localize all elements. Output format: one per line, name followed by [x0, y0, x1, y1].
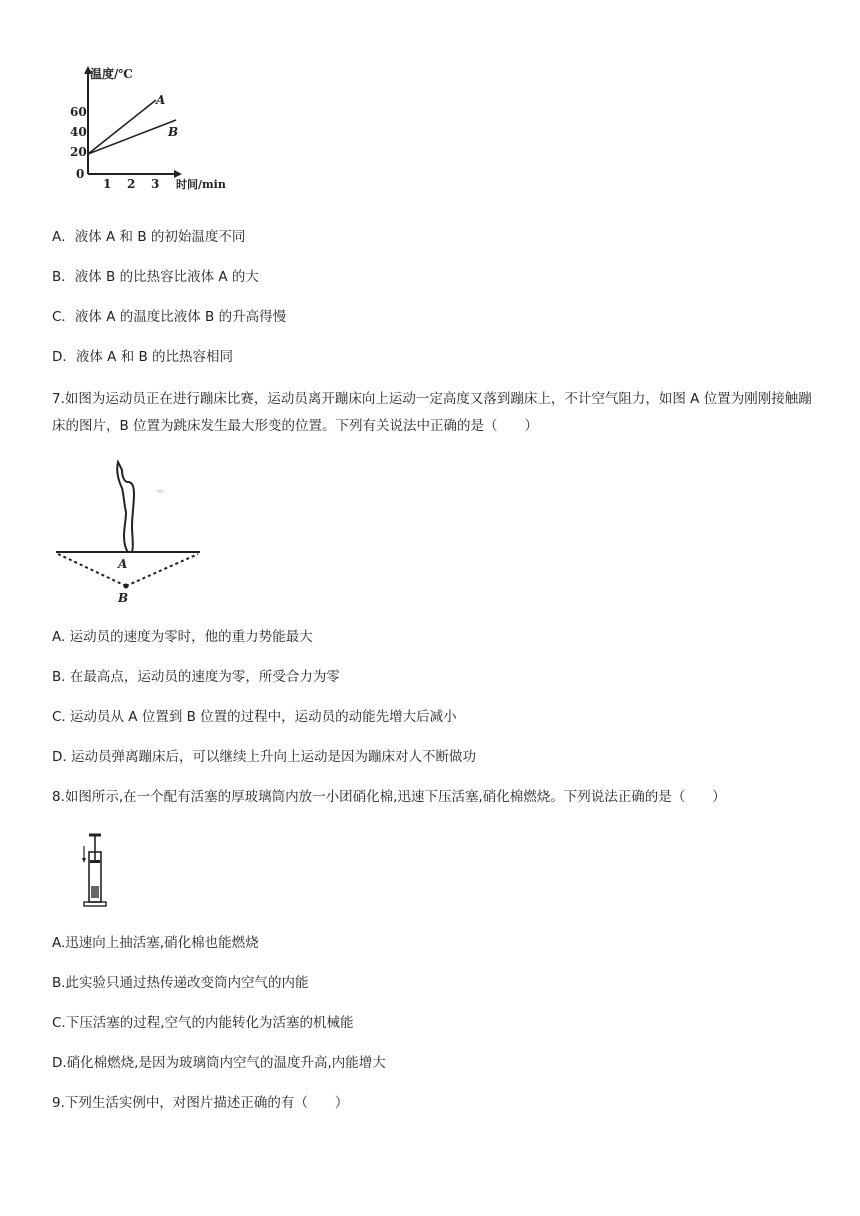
- deformed-right: [126, 554, 198, 586]
- q6-option-b: B．液体 B 的比热容比液体 A 的大: [52, 269, 259, 285]
- q8-option-a: A.迅速向上抽活塞,硝化棉也能燃烧: [52, 935, 259, 951]
- x-axis-arrow-icon: [174, 170, 182, 178]
- y-tick-0: 0: [76, 167, 85, 181]
- label-b: B: [118, 591, 129, 605]
- q7-option-b: B. 在最高点，运动员的速度为零，所受合力为零: [52, 669, 340, 685]
- label-a: A: [118, 557, 128, 571]
- line-b: [88, 120, 179, 154]
- deformed-left: [58, 554, 126, 586]
- q6-option-d: D．液体 A 和 B 的比热容相同: [52, 349, 234, 365]
- q7-stem: 7.如图为运动员正在进行蹦床比赛，运动员离开蹦床向上运动一定高度又落到蹦床上，不计空气阻力，如图 A 位置为刚刚接触蹦床的图片，B 位置为跳床发生最大形变的位置。下列有关说法中正确的是（ ）: [52, 391, 812, 434]
- q8-option-d: D.硝化棉燃烧,是因为玻璃筒内空气的温度升高,内能增大: [52, 1055, 386, 1071]
- y-tick-60: 60: [70, 105, 87, 119]
- point-b-dot: [124, 584, 129, 589]
- line-a: [88, 100, 156, 154]
- x-axis-label: 时间/min: [176, 178, 226, 191]
- faint-mark: ≈·: [156, 487, 167, 497]
- temperature-time-graph: [68, 64, 248, 194]
- q6-option-c: C．液体 A 的温度比液体 B 的升高得慢: [52, 309, 287, 325]
- y-tick-40: 40: [70, 125, 87, 139]
- x-tick-2: 2: [127, 177, 136, 191]
- x-tick-3: 3: [151, 177, 160, 191]
- down-arrow-head-icon: [82, 858, 86, 863]
- athlete-figure: [117, 462, 134, 552]
- q8-option-c: C.下压活塞的过程,空气的内能转化为活塞的机械能: [52, 1015, 354, 1031]
- q8-stem: 8.如图所示,在一个配有活塞的厚玻璃筒内放一小团硝化棉,迅速下压活塞,硝化棉燃烧。下列说法正确的是（ ）: [52, 789, 726, 805]
- cylinder-base: [84, 902, 106, 906]
- q7-option-d: D. 运动员弹离蹦床后，可以继续上升向上运动是因为蹦床对人不断做功: [52, 749, 476, 765]
- q7-option-c: C. 运动员从 A 位置到 B 位置的过程中，运动员的动能先增大后减小: [52, 709, 457, 725]
- line-a-label: A: [156, 93, 166, 107]
- x-tick-1: 1: [103, 177, 112, 191]
- q6-option-a: A．液体 A 和 B 的初始温度不同: [52, 229, 246, 245]
- y-tick-20: 20: [70, 145, 87, 159]
- q7-option-a: A. 运动员的速度为零时，他的重力势能最大: [52, 629, 313, 645]
- piston-head: [90, 860, 100, 863]
- line-b-label: B: [168, 125, 179, 139]
- y-axis-label: 温度/℃: [90, 67, 133, 81]
- trampoline-figure: [52, 456, 212, 606]
- piston-cylinder-figure: [80, 830, 114, 910]
- cotton-ball: [91, 886, 99, 898]
- q8-option-b: B.此实验只通过热传递改变筒内空气的内能: [52, 975, 309, 991]
- q9-stem: 9.下列生活实例中，对图片描述正确的有（ ）: [52, 1095, 349, 1111]
